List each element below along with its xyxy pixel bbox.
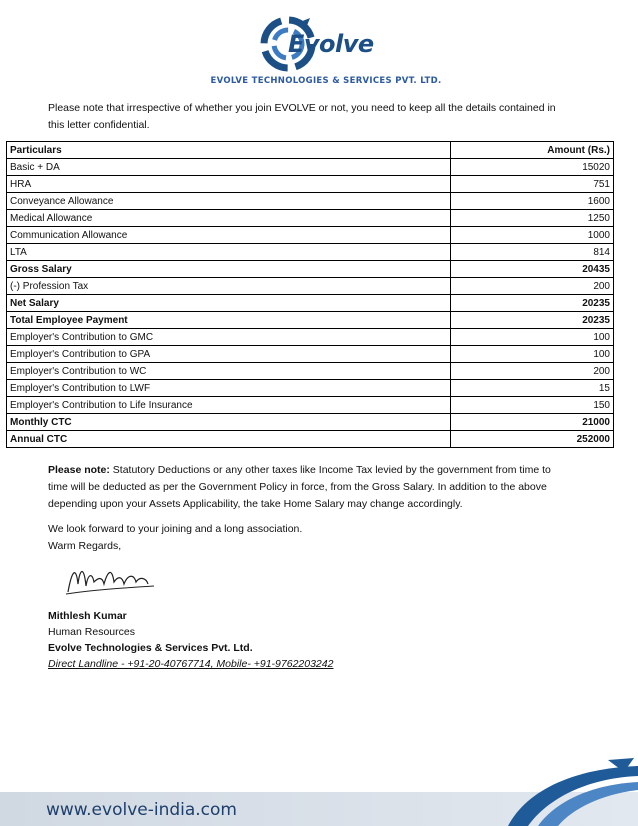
particular-label: Total Employee Payment [7, 312, 451, 329]
particular-label: Employer's Contribution to GMC [7, 329, 451, 346]
particular-label: Basic + DA [7, 159, 451, 176]
table-row [7, 210, 614, 227]
particular-amount: 15020 [450, 159, 613, 176]
salary-breakdown-table [6, 141, 614, 448]
note-text: Statutory Deductions or any other taxes like Income Tax levied by the government from time to time will be deducted as per the Government Policy in force, from the Gross Salary. In addition to the above depending upon your Assets Applicability, the take Home Salary may change accordingly. [48, 464, 551, 510]
table-row [7, 244, 614, 261]
signer-block [48, 608, 333, 672]
table-row [7, 346, 614, 363]
particular-label: Communication Allowance [7, 227, 451, 244]
handwritten-signature [62, 560, 162, 600]
particular-label: (-) Profession Tax [7, 278, 451, 295]
table-row [7, 431, 614, 448]
particular-label: Employer's Contribution to Life Insurance [7, 397, 451, 414]
particular-label: Employer's Contribution to LWF [7, 380, 451, 397]
closing-block [48, 521, 302, 555]
particular-amount: 21000 [450, 414, 613, 431]
table-row [7, 414, 614, 431]
particular-amount: 200 [450, 363, 613, 380]
table-row [7, 312, 614, 329]
confidentiality-note: Please note that irrespective of whether you join EVOLVE or not, you need to keep all the details contained in this letter confidential. [48, 102, 556, 131]
particular-label: LTA [7, 244, 451, 261]
footer-swoosh-graphic [488, 758, 638, 826]
statutory-note [48, 462, 573, 513]
company-name-line: EVOLVE TECHNOLOGIES & SERVICES PVT. LTD. [210, 76, 442, 86]
table-row [7, 329, 614, 346]
table-row [7, 380, 614, 397]
table-row [7, 278, 614, 295]
particular-label: HRA [7, 176, 451, 193]
particular-amount: 751 [450, 176, 613, 193]
table-row [7, 397, 614, 414]
particular-label: Net Salary [7, 295, 451, 312]
note-label: Please note: [48, 464, 110, 476]
particular-amount: 150 [450, 397, 613, 414]
table-header-row [7, 142, 614, 159]
signer-name: Mithlesh Kumar [48, 610, 127, 622]
particular-amount: 814 [450, 244, 613, 261]
particular-amount: 20235 [450, 312, 613, 329]
table-row [7, 159, 614, 176]
table-row [7, 193, 614, 210]
particular-amount: 100 [450, 329, 613, 346]
amount-header: Amount (Rs.) [450, 142, 613, 159]
particular-amount: 1600 [450, 193, 613, 210]
footer-website-link[interactable]: www.evolve-india.com [46, 800, 237, 820]
table-row [7, 227, 614, 244]
particular-amount: 20435 [450, 261, 613, 278]
particular-label: Annual CTC [7, 431, 451, 448]
particular-label: Employer's Contribution to GPA [7, 346, 451, 363]
particular-amount: 20235 [450, 295, 613, 312]
particular-amount: 200 [450, 278, 613, 295]
logo-wordmark: Evolve [288, 30, 374, 58]
signer-department: Human Resources [48, 626, 135, 638]
particular-label: Medical Allowance [7, 210, 451, 227]
particulars-header: Particulars [7, 142, 451, 159]
particular-amount: 252000 [450, 431, 613, 448]
closing-line: We look forward to your joining and a long association. [48, 523, 303, 535]
table-row [7, 363, 614, 380]
particular-label: Conveyance Allowance [7, 193, 451, 210]
particular-label: Gross Salary [7, 261, 451, 278]
table-row [7, 295, 614, 312]
regards-line: Warm Regards, [48, 540, 122, 552]
table-row [7, 176, 614, 193]
signer-contact: Direct Landline - +91-20-40767714, Mobile- +91-9762203242 [48, 658, 334, 670]
company-logo [196, 12, 456, 92]
particular-label: Employer's Contribution to WC [7, 363, 451, 380]
particular-label: Monthly CTC [7, 414, 451, 431]
table-row [7, 261, 614, 278]
signer-company: Evolve Technologies & Services Pvt. Ltd. [48, 642, 253, 654]
particular-amount: 15 [450, 380, 613, 397]
particular-amount: 1000 [450, 227, 613, 244]
particular-amount: 100 [450, 346, 613, 363]
particular-amount: 1250 [450, 210, 613, 227]
